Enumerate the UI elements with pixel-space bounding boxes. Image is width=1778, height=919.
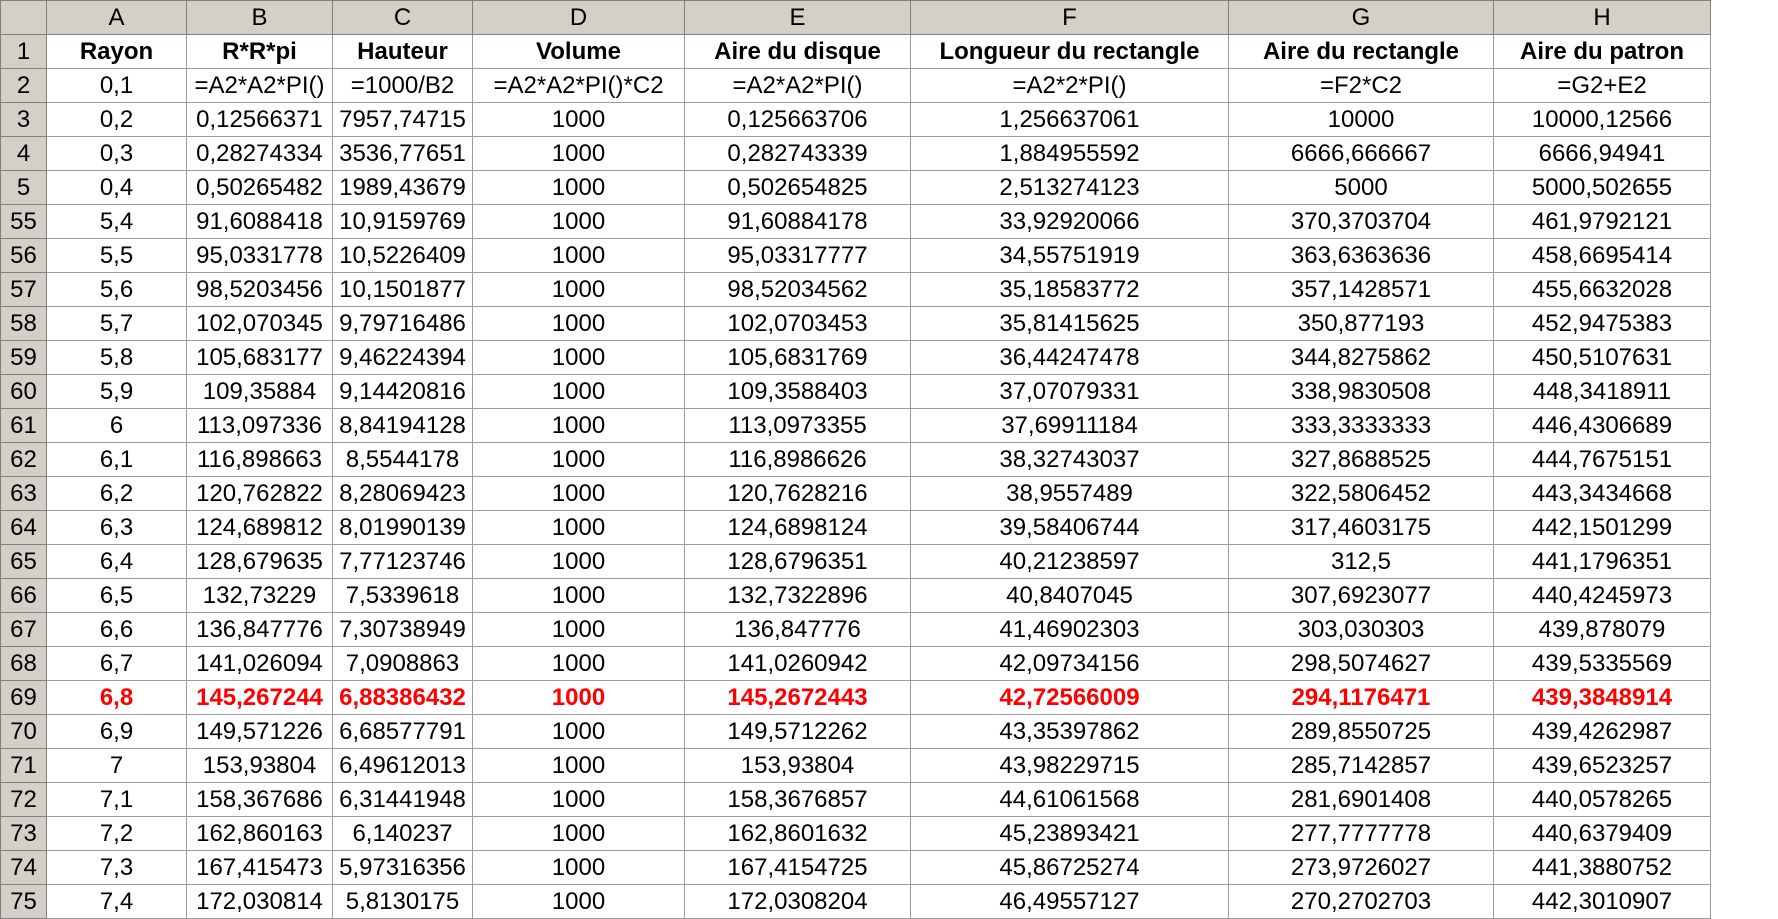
cell-e[interactable]: 172,0308204 (685, 885, 911, 919)
cell-h[interactable]: 442,3010907 (1494, 885, 1711, 919)
sheet-row (1, 409, 1711, 443)
cell-a[interactable]: 5,4 (47, 205, 187, 239)
cell-h[interactable]: 440,4245973 (1494, 579, 1711, 613)
cell-d[interactable]: Volume (473, 35, 685, 69)
cell-b[interactable]: 153,93804 (187, 749, 333, 783)
cell-c[interactable]: 9,14420816 (333, 375, 473, 409)
cell-d[interactable]: 1000 (473, 579, 685, 613)
cell-g[interactable]: 273,9726027 (1229, 851, 1494, 885)
cell-b[interactable]: 167,415473 (187, 851, 333, 885)
cell-f[interactable]: 45,86725274 (911, 851, 1229, 885)
cell-h[interactable]: 441,3880752 (1494, 851, 1711, 885)
cell-h[interactable]: 440,0578265 (1494, 783, 1711, 817)
row-header[interactable]: 64 (1, 511, 47, 545)
cell-c[interactable]: 9,79716486 (333, 307, 473, 341)
sheet-row (1, 647, 1711, 681)
cell-g[interactable]: 277,7777778 (1229, 817, 1494, 851)
cell-f[interactable]: 36,44247478 (911, 341, 1229, 375)
cell-d[interactable]: 1000 (473, 307, 685, 341)
column-header-d[interactable]: D (473, 1, 685, 35)
cell-h[interactable]: 450,5107631 (1494, 341, 1711, 375)
cell-a[interactable]: 5,5 (47, 239, 187, 273)
cell-g[interactable]: 350,877193 (1229, 307, 1494, 341)
cell-b[interactable]: =A2*A2*PI() (187, 69, 333, 103)
row-header[interactable]: 72 (1, 783, 47, 817)
cell-g[interactable]: 344,8275862 (1229, 341, 1494, 375)
row-header[interactable]: 74 (1, 851, 47, 885)
cell-f[interactable]: 42,09734156 (911, 647, 1229, 681)
cell-g[interactable]: Aire du rectangle (1229, 35, 1494, 69)
cell-d[interactable]: 1000 (473, 239, 685, 273)
cell-h[interactable]: 444,7675151 (1494, 443, 1711, 477)
cell-e[interactable]: 162,8601632 (685, 817, 911, 851)
cell-g[interactable]: 327,8688525 (1229, 443, 1494, 477)
cell-a[interactable]: 5,8 (47, 341, 187, 375)
cell-c[interactable]: 8,01990139 (333, 511, 473, 545)
cell-b[interactable]: R*R*pi (187, 35, 333, 69)
cell-a[interactable]: 0,3 (47, 137, 187, 171)
sheet-row (1, 885, 1711, 919)
cell-h[interactable]: 455,6632028 (1494, 273, 1711, 307)
cell-h[interactable]: 443,3434668 (1494, 477, 1711, 511)
cell-b[interactable]: 141,026094 (187, 647, 333, 681)
cell-f[interactable]: Longueur du rectangle (911, 35, 1229, 69)
cell-h[interactable]: =G2+E2 (1494, 69, 1711, 103)
cell-d[interactable]: 1000 (473, 613, 685, 647)
cell-a[interactable]: 0,1 (47, 69, 187, 103)
cell-f[interactable]: 42,72566009 (911, 681, 1229, 715)
cell-c[interactable]: 6,68577791 (333, 715, 473, 749)
cell-c[interactable]: 7,5339618 (333, 579, 473, 613)
cell-e[interactable]: Aire du disque (685, 35, 911, 69)
row-header[interactable]: 59 (1, 341, 47, 375)
cell-a[interactable]: 6 (47, 409, 187, 443)
cell-c[interactable]: 3536,77651 (333, 137, 473, 171)
row-header[interactable]: 75 (1, 885, 47, 919)
cell-a[interactable]: 5,7 (47, 307, 187, 341)
sheet-row (1, 783, 1711, 817)
row-header[interactable]: 1 (1, 35, 47, 69)
cell-b[interactable]: 124,689812 (187, 511, 333, 545)
cell-g[interactable]: 333,3333333 (1229, 409, 1494, 443)
row-header[interactable]: 58 (1, 307, 47, 341)
cell-h[interactable]: 442,1501299 (1494, 511, 1711, 545)
cell-b[interactable]: 98,5203456 (187, 273, 333, 307)
cell-f[interactable]: 35,18583772 (911, 273, 1229, 307)
row-header[interactable]: 61 (1, 409, 47, 443)
cell-c[interactable]: 6,140237 (333, 817, 473, 851)
row-header[interactable]: 66 (1, 579, 47, 613)
cell-d[interactable]: 1000 (473, 783, 685, 817)
cell-h[interactable]: 440,6379409 (1494, 817, 1711, 851)
sheet-row (1, 681, 1711, 715)
cell-f[interactable]: 39,58406744 (911, 511, 1229, 545)
cell-a[interactable]: 5,9 (47, 375, 187, 409)
cell-e[interactable]: 0,502654825 (685, 171, 911, 205)
cell-g[interactable]: 289,8550725 (1229, 715, 1494, 749)
sheet-row (1, 273, 1711, 307)
cell-b[interactable]: 109,35884 (187, 375, 333, 409)
cell-a[interactable]: 6,4 (47, 545, 187, 579)
sheet-row (1, 477, 1711, 511)
cell-e[interactable]: 167,4154725 (685, 851, 911, 885)
cell-f[interactable]: 38,9557489 (911, 477, 1229, 511)
cell-e[interactable]: 91,60884178 (685, 205, 911, 239)
sheet-row (1, 817, 1711, 851)
cell-d[interactable]: 1000 (473, 647, 685, 681)
cell-c[interactable]: 8,5544178 (333, 443, 473, 477)
cell-e[interactable]: 116,8986626 (685, 443, 911, 477)
row-header[interactable]: 55 (1, 205, 47, 239)
cell-a[interactable]: 7,3 (47, 851, 187, 885)
column-header-b[interactable]: B (187, 1, 333, 35)
cell-b[interactable]: 95,0331778 (187, 239, 333, 273)
cell-a[interactable]: 6,5 (47, 579, 187, 613)
cell-a[interactable]: 5,6 (47, 273, 187, 307)
cell-g[interactable]: 370,3703704 (1229, 205, 1494, 239)
cell-e[interactable]: 132,7322896 (685, 579, 911, 613)
cell-a[interactable]: 7,1 (47, 783, 187, 817)
column-header-a[interactable]: A (47, 1, 187, 35)
cell-g[interactable]: 294,1176471 (1229, 681, 1494, 715)
cell-e[interactable]: 141,0260942 (685, 647, 911, 681)
cell-b[interactable]: 0,28274334 (187, 137, 333, 171)
cell-b[interactable]: 162,860163 (187, 817, 333, 851)
cell-g[interactable]: 270,2702703 (1229, 885, 1494, 919)
cell-e[interactable]: 98,52034562 (685, 273, 911, 307)
column-header-e[interactable]: E (685, 1, 911, 35)
cell-f[interactable]: 43,98229715 (911, 749, 1229, 783)
sheet-row (1, 103, 1711, 137)
cell-h[interactable]: 439,4262987 (1494, 715, 1711, 749)
cell-a[interactable]: 7,2 (47, 817, 187, 851)
cell-d[interactable]: 1000 (473, 511, 685, 545)
cell-d[interactable]: 1000 (473, 137, 685, 171)
column-header-g[interactable]: G (1229, 1, 1494, 35)
row-header[interactable]: 2 (1, 69, 47, 103)
cell-a[interactable]: 0,4 (47, 171, 187, 205)
row-header[interactable]: 3 (1, 103, 47, 137)
cell-d[interactable]: 1000 (473, 103, 685, 137)
cell-d[interactable]: 1000 (473, 273, 685, 307)
sheet-row (1, 341, 1711, 375)
cell-f[interactable]: 38,32743037 (911, 443, 1229, 477)
cell-b[interactable]: 105,683177 (187, 341, 333, 375)
cell-e[interactable]: 153,93804 (685, 749, 911, 783)
cell-b[interactable]: 0,12566371 (187, 103, 333, 137)
cell-d[interactable]: 1000 (473, 817, 685, 851)
sheet-row (1, 443, 1711, 477)
cell-d[interactable]: 1000 (473, 205, 685, 239)
cell-f[interactable]: 37,07079331 (911, 375, 1229, 409)
cell-c[interactable]: 6,88386432 (333, 681, 473, 715)
row-header[interactable]: 4 (1, 137, 47, 171)
cell-h[interactable]: 5000,502655 (1494, 171, 1711, 205)
cell-a[interactable]: Rayon (47, 35, 187, 69)
cell-g[interactable]: 338,9830508 (1229, 375, 1494, 409)
cell-h[interactable]: Aire du patron (1494, 35, 1711, 69)
cell-c[interactable]: 1989,43679 (333, 171, 473, 205)
row-header[interactable]: 73 (1, 817, 47, 851)
row-header[interactable]: 57 (1, 273, 47, 307)
cell-h[interactable]: 448,3418911 (1494, 375, 1711, 409)
row-header[interactable]: 67 (1, 613, 47, 647)
cell-b[interactable]: 172,030814 (187, 885, 333, 919)
cell-g[interactable]: 5000 (1229, 171, 1494, 205)
cell-e[interactable]: =A2*A2*PI() (685, 69, 911, 103)
cell-d[interactable]: 1000 (473, 477, 685, 511)
cell-g[interactable]: 298,5074627 (1229, 647, 1494, 681)
cell-c[interactable]: 10,1501877 (333, 273, 473, 307)
cell-a[interactable]: 6,9 (47, 715, 187, 749)
cell-f[interactable]: 46,49557127 (911, 885, 1229, 919)
cell-d[interactable]: 1000 (473, 443, 685, 477)
cell-e[interactable]: 124,6898124 (685, 511, 911, 545)
sheet-row (1, 613, 1711, 647)
cell-e[interactable]: 120,7628216 (685, 477, 911, 511)
row-header[interactable]: 69 (1, 681, 47, 715)
cell-d[interactable]: 1000 (473, 749, 685, 783)
select-all-corner[interactable] (1, 1, 47, 35)
cell-f[interactable]: 40,21238597 (911, 545, 1229, 579)
cell-h[interactable]: 439,878079 (1494, 613, 1711, 647)
cell-e[interactable]: 95,03317777 (685, 239, 911, 273)
cell-a[interactable]: 6,6 (47, 613, 187, 647)
cell-b[interactable]: 102,070345 (187, 307, 333, 341)
cell-h[interactable]: 458,6695414 (1494, 239, 1711, 273)
cell-f[interactable]: 1,884955592 (911, 137, 1229, 171)
cell-b[interactable]: 116,898663 (187, 443, 333, 477)
cell-c[interactable]: 9,46224394 (333, 341, 473, 375)
cell-e[interactable]: 0,282743339 (685, 137, 911, 171)
row-header[interactable]: 5 (1, 171, 47, 205)
cell-h[interactable]: 439,5335569 (1494, 647, 1711, 681)
cell-d[interactable]: 1000 (473, 171, 685, 205)
row-header[interactable]: 71 (1, 749, 47, 783)
sheet-row (1, 69, 1711, 103)
cell-g[interactable]: 363,6363636 (1229, 239, 1494, 273)
column-header-row (1, 1, 1711, 35)
cell-h[interactable]: 439,3848914 (1494, 681, 1711, 715)
cell-g[interactable]: 303,030303 (1229, 613, 1494, 647)
cell-g[interactable]: 6666,666667 (1229, 137, 1494, 171)
cell-e[interactable]: 102,0703453 (685, 307, 911, 341)
sheet-row (1, 851, 1711, 885)
row-header[interactable]: 70 (1, 715, 47, 749)
sheet-row (1, 171, 1711, 205)
cell-f[interactable]: 2,513274123 (911, 171, 1229, 205)
cell-d[interactable]: 1000 (473, 851, 685, 885)
sheet-row (1, 35, 1711, 69)
cell-e[interactable]: 128,6796351 (685, 545, 911, 579)
cell-c[interactable]: 10,5226409 (333, 239, 473, 273)
cell-h[interactable]: 10000,12566 (1494, 103, 1711, 137)
cell-c[interactable]: 6,49612013 (333, 749, 473, 783)
cell-c[interactable]: 5,8130175 (333, 885, 473, 919)
cell-b[interactable]: 149,571226 (187, 715, 333, 749)
sheet-row (1, 375, 1711, 409)
cell-h[interactable]: 452,9475383 (1494, 307, 1711, 341)
sheet-row (1, 545, 1711, 579)
cell-h[interactable]: 441,1796351 (1494, 545, 1711, 579)
cell-a[interactable]: 7 (47, 749, 187, 783)
cell-f[interactable]: 37,69911184 (911, 409, 1229, 443)
cell-d[interactable]: 1000 (473, 681, 685, 715)
cell-g[interactable]: 285,7142857 (1229, 749, 1494, 783)
sheet-row (1, 239, 1711, 273)
cell-e[interactable]: 105,6831769 (685, 341, 911, 375)
cell-e[interactable]: 113,0973355 (685, 409, 911, 443)
cell-f[interactable]: 41,46902303 (911, 613, 1229, 647)
cell-b[interactable]: 145,267244 (187, 681, 333, 715)
column-header-c[interactable]: C (333, 1, 473, 35)
sheet-row (1, 307, 1711, 341)
cell-c[interactable]: =1000/B2 (333, 69, 473, 103)
sheet-row (1, 749, 1711, 783)
cell-b[interactable]: 128,679635 (187, 545, 333, 579)
cell-f[interactable]: 33,92920066 (911, 205, 1229, 239)
cell-a[interactable]: 6,1 (47, 443, 187, 477)
cell-f[interactable]: 34,55751919 (911, 239, 1229, 273)
cell-b[interactable]: 120,762822 (187, 477, 333, 511)
cell-a[interactable]: 6,8 (47, 681, 187, 715)
cell-b[interactable]: 132,73229 (187, 579, 333, 613)
cell-g[interactable]: 312,5 (1229, 545, 1494, 579)
cell-h[interactable]: 446,4306689 (1494, 409, 1711, 443)
cell-b[interactable]: 113,097336 (187, 409, 333, 443)
cell-d[interactable]: 1000 (473, 409, 685, 443)
cell-g[interactable]: 322,5806452 (1229, 477, 1494, 511)
cell-c[interactable]: 6,31441948 (333, 783, 473, 817)
sheet-row (1, 511, 1711, 545)
cell-f[interactable]: 35,81415625 (911, 307, 1229, 341)
cell-e[interactable]: 136,847776 (685, 613, 911, 647)
cell-b[interactable]: 0,50265482 (187, 171, 333, 205)
cell-f[interactable]: 43,35397862 (911, 715, 1229, 749)
sheet-row (1, 715, 1711, 749)
cell-d[interactable]: =A2*A2*PI()*C2 (473, 69, 685, 103)
cell-g[interactable]: 281,6901408 (1229, 783, 1494, 817)
row-header[interactable]: 62 (1, 443, 47, 477)
cell-a[interactable]: 6,7 (47, 647, 187, 681)
cell-a[interactable]: 0,2 (47, 103, 187, 137)
cell-g[interactable]: 357,1428571 (1229, 273, 1494, 307)
cell-c[interactable]: 7,77123746 (333, 545, 473, 579)
cell-f[interactable]: 45,23893421 (911, 817, 1229, 851)
cell-c[interactable]: 8,84194128 (333, 409, 473, 443)
cell-a[interactable]: 6,2 (47, 477, 187, 511)
cell-d[interactable]: 1000 (473, 341, 685, 375)
cell-b[interactable]: 136,847776 (187, 613, 333, 647)
cell-f[interactable]: =A2*2*PI() (911, 69, 1229, 103)
cell-h[interactable]: 439,6523257 (1494, 749, 1711, 783)
sheet-row (1, 137, 1711, 171)
row-header[interactable]: 65 (1, 545, 47, 579)
cell-d[interactable]: 1000 (473, 715, 685, 749)
cell-d[interactable]: 1000 (473, 375, 685, 409)
sheet-row (1, 579, 1711, 613)
cell-g[interactable]: 317,4603175 (1229, 511, 1494, 545)
cell-h[interactable]: 6666,94941 (1494, 137, 1711, 171)
cell-c[interactable]: 10,9159769 (333, 205, 473, 239)
cell-f[interactable]: 40,8407045 (911, 579, 1229, 613)
column-header-f[interactable]: F (911, 1, 1229, 35)
row-header[interactable]: 68 (1, 647, 47, 681)
cell-g[interactable]: 307,6923077 (1229, 579, 1494, 613)
cell-g[interactable]: 10000 (1229, 103, 1494, 137)
cell-b[interactable]: 158,367686 (187, 783, 333, 817)
cell-g[interactable]: =F2*C2 (1229, 69, 1494, 103)
row-header[interactable]: 56 (1, 239, 47, 273)
row-header[interactable]: 60 (1, 375, 47, 409)
cell-a[interactable]: 6,3 (47, 511, 187, 545)
cell-f[interactable]: 1,256637061 (911, 103, 1229, 137)
cell-e[interactable]: 109,3588403 (685, 375, 911, 409)
cell-e[interactable]: 0,125663706 (685, 103, 911, 137)
cell-e[interactable]: 145,2672443 (685, 681, 911, 715)
cell-c[interactable]: Hauteur (333, 35, 473, 69)
cell-b[interactable]: 91,6088418 (187, 205, 333, 239)
cell-c[interactable]: 8,28069423 (333, 477, 473, 511)
row-header[interactable]: 63 (1, 477, 47, 511)
sheet-row (1, 205, 1711, 239)
column-header-h[interactable]: H (1494, 1, 1711, 35)
cell-c[interactable]: 5,97316356 (333, 851, 473, 885)
cell-e[interactable]: 158,3676857 (685, 783, 911, 817)
cell-c[interactable]: 7,0908863 (333, 647, 473, 681)
cell-e[interactable]: 149,5712262 (685, 715, 911, 749)
cell-d[interactable]: 1000 (473, 885, 685, 919)
cell-h[interactable]: 461,9792121 (1494, 205, 1711, 239)
cell-c[interactable]: 7957,74715 (333, 103, 473, 137)
cell-c[interactable]: 7,30738949 (333, 613, 473, 647)
cell-d[interactable]: 1000 (473, 545, 685, 579)
cell-a[interactable]: 7,4 (47, 885, 187, 919)
cell-f[interactable]: 44,61061568 (911, 783, 1229, 817)
